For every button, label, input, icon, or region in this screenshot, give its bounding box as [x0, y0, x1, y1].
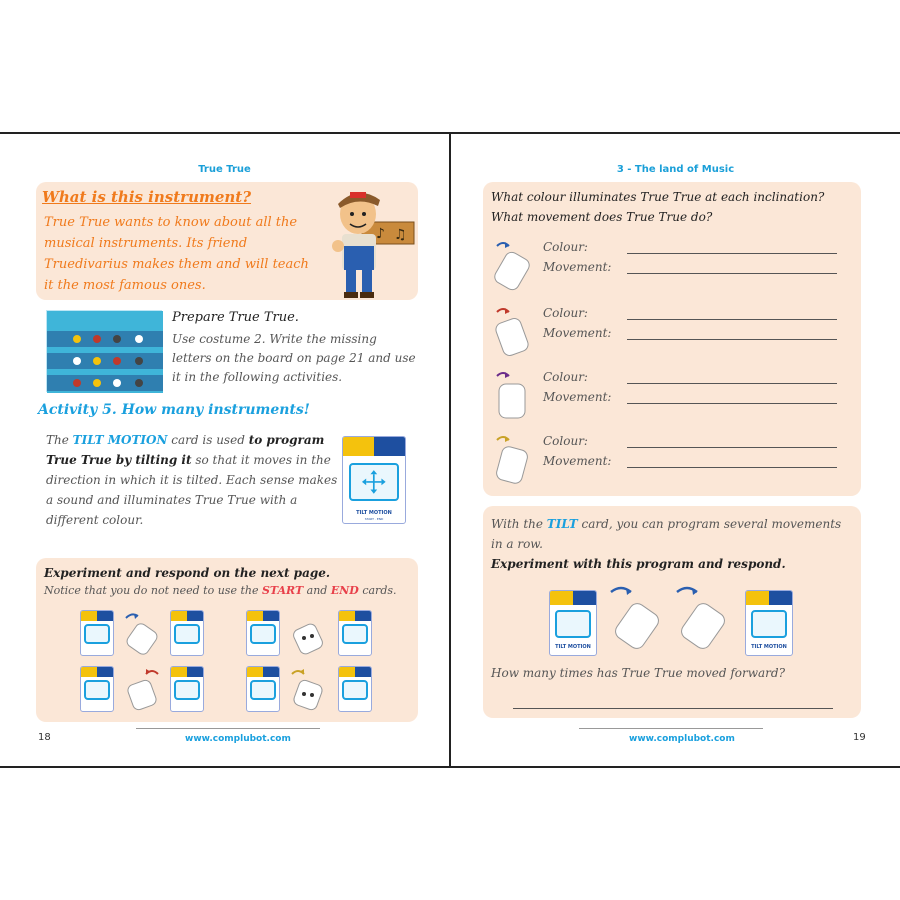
experiment-program-line: Experiment with this program and respond.: [491, 557, 786, 571]
instrument-board-image: [46, 310, 162, 392]
colour-label: Colour:: [543, 306, 588, 320]
tilt-card-mini: [338, 666, 372, 712]
inclination-row: [491, 368, 851, 432]
tilt-card-mini: [246, 666, 280, 712]
footer-line: [136, 728, 320, 729]
colour-label: Colour:: [543, 434, 588, 448]
robot-inclination-icon: [491, 368, 535, 424]
movement-answer-line[interactable]: [627, 467, 837, 468]
footer-line: [579, 728, 763, 729]
colour-label: Colour:: [543, 370, 588, 384]
note-part-2: and: [303, 584, 331, 597]
tilt-text-part-2: card, you can program several movements in a row.: [491, 517, 842, 551]
tilt-card-mini: [246, 610, 280, 656]
intro-title: What is this instrument?: [42, 188, 252, 206]
card-label: TILT MOTION: [751, 643, 787, 650]
inclination-row: [491, 304, 851, 368]
activity-title: Activity 5. How many instruments!: [38, 402, 310, 418]
activity-text-part-3: so that it moves in the direction in which it is tilted. Each sense makes a sound and illuminates True True with a different colour.: [46, 453, 338, 527]
robot-forward-icon: [673, 584, 733, 654]
activity-text-part-2: card is used: [167, 433, 249, 447]
robot-forward-icon: [607, 584, 667, 654]
colour-answer-line[interactable]: [627, 319, 837, 320]
board-illustration: [47, 311, 163, 393]
intro-text: True True wants to know about all the musical instruments. Its friend Truedivarius makes them and will teach it the most famous ones.: [44, 215, 309, 293]
right-page-number: 19: [853, 732, 866, 743]
prepare-text: Use costume 2. Write the missing letters on the board on page 21 and use it in the following activities.: [172, 332, 416, 384]
intro-box: [36, 182, 418, 300]
robot-inclination-icon: [491, 432, 535, 488]
movement-answer-line[interactable]: [627, 339, 837, 340]
book-spread: [0, 132, 900, 768]
tilt-text-part-1: With the: [491, 517, 547, 531]
svg-text:♫: ♫: [394, 227, 407, 243]
end-term: END: [330, 584, 359, 597]
experiment-box: [36, 558, 418, 722]
movement-label: Movement:: [543, 326, 612, 340]
robot-tilt-back-icon: [122, 668, 162, 712]
robot-tilt-left-icon: [288, 612, 328, 656]
left-page: [0, 134, 449, 766]
colour-answer-line[interactable]: [627, 447, 837, 448]
left-footer-url[interactable]: www.complubot.com: [185, 734, 291, 744]
robot-inclination-icon: [491, 304, 535, 360]
colour-answer-line[interactable]: [627, 383, 837, 384]
colour-answer-line[interactable]: [627, 253, 837, 254]
four-arrows-icon: [351, 465, 397, 499]
note-part-3: cards.: [358, 584, 397, 597]
note-part-1: Notice that you do not need to use the: [44, 584, 262, 597]
inclination-question-box: [483, 182, 861, 496]
card-label: TILT MOTION: [555, 643, 591, 650]
robot-inclination-icon: [491, 238, 535, 294]
colour-label: Colour:: [543, 240, 588, 254]
movement-label: Movement:: [543, 260, 612, 274]
tilt-program-box: [483, 506, 861, 718]
tilt-card-mini: [170, 666, 204, 712]
tilt-card-mini: [80, 610, 114, 656]
question-colour: What colour illuminates True True at each inclination?: [491, 190, 825, 204]
inclination-row: [491, 432, 851, 496]
right-running-head: 3 - The land of Music: [616, 164, 735, 175]
left-running-head: True True: [198, 164, 251, 175]
robot-tilt-right-icon: [288, 668, 328, 712]
tilt-card-program-end: [745, 590, 793, 656]
movement-label: Movement:: [543, 454, 612, 468]
right-page: [451, 134, 900, 766]
right-footer-url[interactable]: www.complubot.com: [629, 734, 735, 744]
activity-text-part-1: The: [46, 433, 73, 447]
inclination-row: [491, 238, 851, 302]
card-sublabel: START · END: [364, 517, 384, 522]
tilt-card-mini: [80, 666, 114, 712]
prepare-title: Prepare True True.: [172, 310, 299, 325]
robot-tilt-forward-icon: [122, 612, 162, 656]
tilt-card-mini: [338, 610, 372, 656]
tilt-program-text: [491, 514, 851, 574]
activity-text: [46, 430, 338, 530]
to-program-phrase: to program True True by tilting it: [46, 433, 325, 467]
answer-line[interactable]: [513, 708, 833, 709]
forward-count-question: How many times has True True moved forward?: [491, 666, 786, 680]
svg-text:♪: ♪: [376, 226, 385, 242]
luthier-character-illustration: [324, 184, 416, 300]
tilt-card-mini: [170, 610, 204, 656]
movement-answer-line[interactable]: [627, 403, 837, 404]
tilt-motion-card: [342, 436, 406, 524]
experiment-title: Experiment and respond on the next page.: [44, 566, 331, 580]
question-movement: What movement does True True do?: [491, 210, 713, 224]
tilt-term: TILT: [546, 517, 578, 531]
left-page-number: 18: [38, 732, 51, 743]
movement-answer-line[interactable]: [627, 273, 837, 274]
tilt-motion-term: TILT MOTION: [72, 433, 168, 447]
movement-label: Movement:: [543, 390, 612, 404]
tilt-card-program-start: [549, 590, 597, 656]
experiment-note: [44, 584, 397, 597]
card-label: TILT MOTION: [356, 510, 392, 517]
start-term: START: [261, 584, 304, 597]
